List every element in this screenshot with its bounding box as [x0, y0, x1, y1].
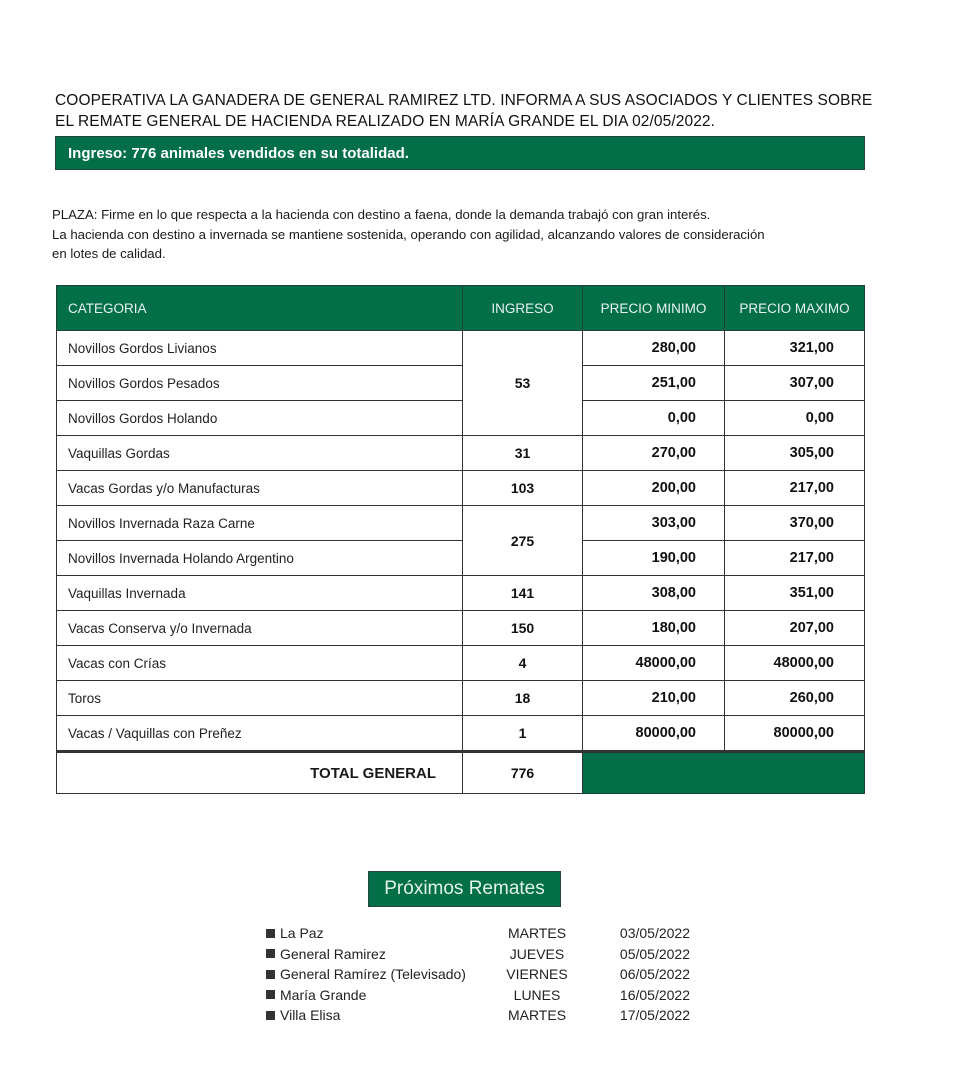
cell-categoria: Toros	[57, 681, 463, 716]
remate-day: MARTES	[507, 1007, 567, 1024]
square-bullet-icon	[266, 949, 275, 958]
cell-precio-minimo: 270,00	[583, 436, 725, 471]
cell-precio-maximo: 0,00	[725, 401, 865, 436]
remate-place: General Ramírez (Televisado)	[280, 966, 466, 983]
cell-categoria: Novillos Invernada Raza Carne	[57, 506, 463, 541]
intro-heading	[55, 90, 875, 132]
total-green-fill	[583, 752, 865, 794]
remate-results-table	[56, 285, 865, 794]
cell-categoria: Vacas Gordas y/o Manufacturas	[57, 471, 463, 506]
cell-ingreso: 1	[463, 716, 583, 752]
list-item	[266, 964, 696, 985]
total-row	[57, 752, 865, 794]
cell-precio-minimo: 308,00	[583, 576, 725, 611]
cell-precio-maximo: 217,00	[725, 471, 865, 506]
proximos-remates-title-text: Próximos Remates	[384, 878, 545, 899]
cell-categoria: Vaquillas Gordas	[57, 436, 463, 471]
cell-precio-maximo: 351,00	[725, 576, 865, 611]
cell-ingreso: 4	[463, 646, 583, 681]
list-item	[266, 944, 696, 965]
intro-line-1: COOPERATIVA LA GANADERA DE GENERAL RAMIREZ LTD. INFORMA A SUS ASOCIADOS Y CLIENTES SOBRE	[55, 92, 873, 109]
remate-date: 17/05/2022	[619, 1007, 690, 1024]
cell-ingreso: 150	[463, 611, 583, 646]
remate-date: 05/05/2022	[619, 945, 690, 962]
ingreso-banner	[55, 136, 865, 170]
remate-place: María Grande	[280, 986, 367, 1003]
square-bullet-icon	[266, 990, 275, 999]
cell-categoria: Vaquillas Invernada	[57, 576, 463, 611]
cell-precio-maximo: 305,00	[725, 436, 865, 471]
remate-day: LUNES	[513, 986, 561, 1003]
cell-precio-minimo: 200,00	[583, 471, 725, 506]
proximos-remates-title	[368, 871, 561, 907]
table-row	[57, 436, 865, 471]
plaza-summary	[52, 205, 872, 264]
remate-day: JUEVES	[509, 945, 565, 962]
cell-precio-minimo: 48000,00	[583, 646, 725, 681]
square-bullet-icon	[266, 970, 275, 979]
table-row	[57, 471, 865, 506]
table-row	[57, 716, 865, 752]
table-header-row	[57, 286, 865, 331]
total-label: TOTAL GENERAL	[57, 752, 463, 794]
square-bullet-icon	[266, 1011, 275, 1020]
remate-date: 03/05/2022	[619, 925, 690, 942]
table-row	[57, 611, 865, 646]
list-item	[266, 1005, 696, 1026]
remate-date: 16/05/2022	[619, 986, 690, 1003]
cell-ingreso: 31	[463, 436, 583, 471]
plaza-line-1: PLAZA: Firme en lo que respecta a la hacienda con destino a faena, donde la demanda trabajó con gran interés.	[52, 207, 711, 222]
header-categoria: CATEGORIA	[57, 286, 463, 331]
cell-categoria: Novillos Invernada Holando Argentino	[57, 541, 463, 576]
cell-categoria: Vacas Conserva y/o Invernada	[57, 611, 463, 646]
cell-ingreso: 18	[463, 681, 583, 716]
table-row	[57, 646, 865, 681]
remate-place: La Paz	[280, 925, 324, 942]
table-row	[57, 401, 865, 436]
cell-precio-minimo: 180,00	[583, 611, 725, 646]
table-row	[57, 331, 865, 366]
square-bullet-icon	[266, 929, 275, 938]
table-row	[57, 576, 865, 611]
cell-precio-maximo: 217,00	[725, 541, 865, 576]
ingreso-banner-text: Ingreso: 776 animales vendidos en su totalidad.	[68, 144, 409, 162]
cell-ingreso: 275	[463, 506, 583, 576]
cell-precio-minimo: 251,00	[583, 366, 725, 401]
intro-line-2: EL REMATE GENERAL DE HACIENDA REALIZADO EN MARÍA GRANDE EL DIA 02/05/2022.	[55, 113, 716, 130]
remate-place: General Ramirez	[280, 945, 386, 962]
remate-place: Villa Elisa	[280, 1007, 341, 1024]
remate-day: MARTES	[507, 925, 567, 942]
plaza-line-2: La hacienda con destino a invernada se mantiene sostenida, operando con agilidad, alcanzando valores de consideración	[52, 226, 765, 242]
remate-day: VIERNES	[506, 966, 568, 983]
table-row	[57, 681, 865, 716]
cell-precio-maximo: 307,00	[725, 366, 865, 401]
proximos-remates-list	[266, 923, 696, 1026]
table-row	[57, 506, 865, 541]
remate-date: 06/05/2022	[619, 966, 690, 983]
list-item	[266, 923, 696, 944]
list-item	[266, 985, 696, 1006]
cell-categoria: Novillos Gordos Holando	[57, 401, 463, 436]
header-precio-maximo: PRECIO MAXIMO	[725, 286, 865, 331]
header-precio-minimo: PRECIO MINIMO	[583, 286, 725, 331]
cell-ingreso: 141	[463, 576, 583, 611]
cell-ingreso: 103	[463, 471, 583, 506]
cell-precio-maximo: 321,00	[725, 331, 865, 366]
cell-categoria: Novillos Gordos Livianos	[57, 331, 463, 366]
cell-precio-maximo: 370,00	[725, 506, 865, 541]
header-ingreso: INGRESO	[463, 286, 583, 331]
cell-precio-minimo: 80000,00	[583, 716, 725, 752]
table-row	[57, 366, 865, 401]
cell-precio-minimo: 303,00	[583, 506, 725, 541]
cell-categoria: Novillos Gordos Pesados	[57, 366, 463, 401]
cell-ingreso: 53	[463, 331, 583, 436]
cell-precio-maximo: 48000,00	[725, 646, 865, 681]
cell-categoria: Vacas / Vaquillas con Preñez	[57, 716, 463, 752]
cell-precio-minimo: 280,00	[583, 331, 725, 366]
cell-categoria: Vacas con Crías	[57, 646, 463, 681]
cell-precio-minimo: 190,00	[583, 541, 725, 576]
cell-precio-minimo: 0,00	[583, 401, 725, 436]
plaza-line-3: en lotes de calidad.	[52, 246, 166, 261]
cell-precio-maximo: 207,00	[725, 611, 865, 646]
cell-precio-minimo: 210,00	[583, 681, 725, 716]
cell-precio-maximo: 260,00	[725, 681, 865, 716]
total-value: 776	[463, 752, 583, 794]
table-row	[57, 541, 865, 576]
cell-precio-maximo: 80000,00	[725, 716, 865, 752]
